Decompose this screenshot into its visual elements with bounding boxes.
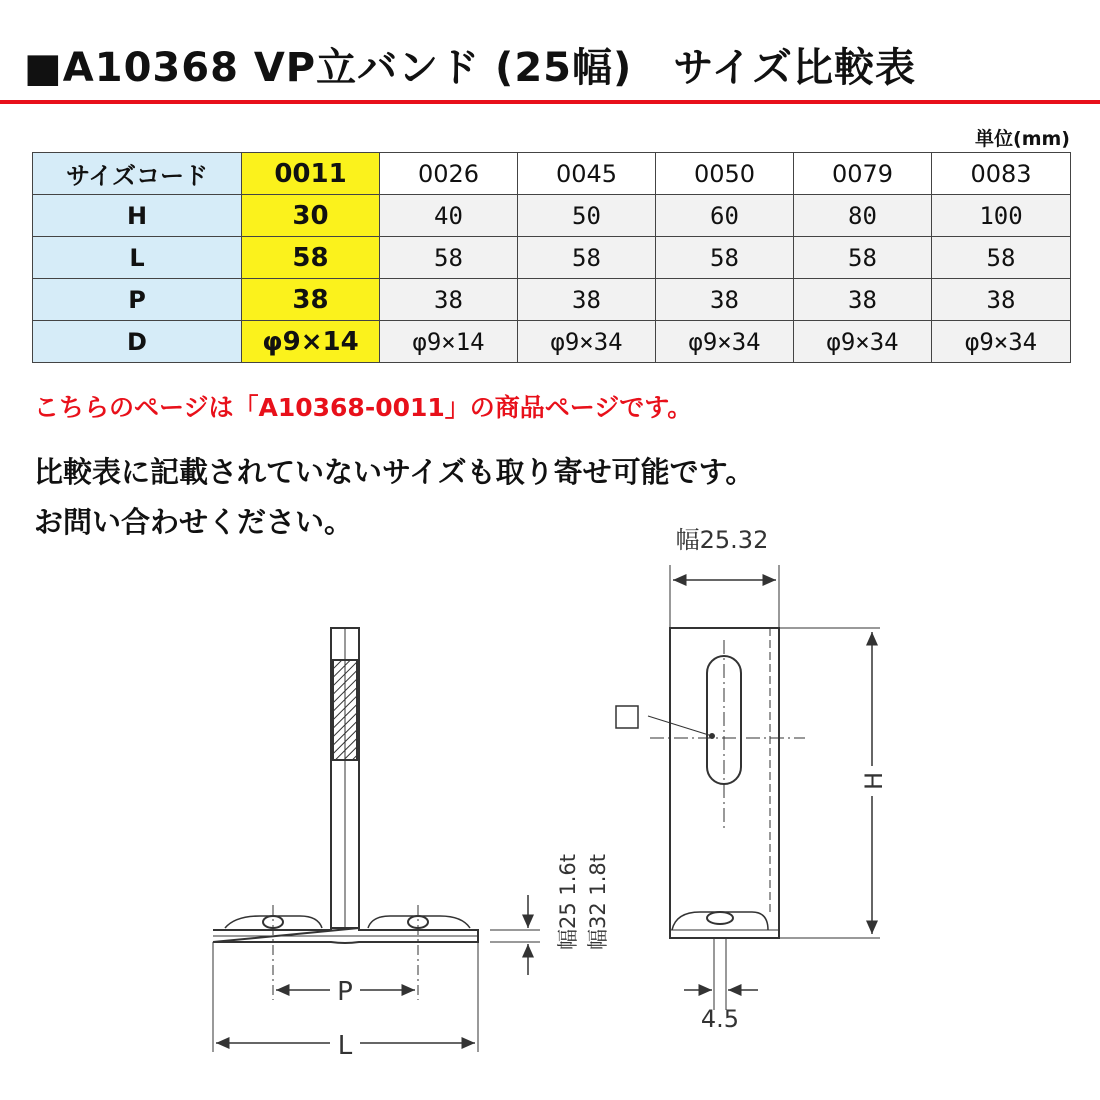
size-cell: φ9×34 (518, 321, 656, 363)
size-cell: 0083 (932, 153, 1071, 195)
dimension-p-label: P (337, 977, 353, 1007)
width-dimension-label: 幅25.32 (675, 526, 769, 554)
product-page-notice: こちらのページは「A10368-0011」の商品ページです。 (34, 393, 693, 422)
thickness-label-32: 幅32 1.8t (586, 853, 610, 950)
size-cell: 0079 (794, 153, 932, 195)
size-cell: 58 (794, 237, 932, 279)
row-header: H (33, 195, 242, 237)
order-note-line1: 比較表に記載されていないサイズも取り寄せ可能です。 (34, 455, 755, 489)
size-cell: 50 (518, 195, 656, 237)
size-cell: φ9×34 (656, 321, 794, 363)
size-cell: 38 (932, 279, 1071, 321)
dimension-h-label: H (860, 771, 888, 791)
size-cell: φ9×34 (794, 321, 932, 363)
side-view (648, 565, 880, 1010)
page-title: ■A10368 VP立バンド (25幅) サイズ比較表 (24, 45, 917, 91)
size-cell: 0026 (380, 153, 518, 195)
size-cell: 100 (932, 195, 1071, 237)
thickness-label-25: 幅25 1.6t (556, 853, 580, 950)
row-header: D (33, 321, 242, 363)
hatched-section (333, 660, 357, 760)
size-cell: 38 (656, 279, 794, 321)
size-cell: 58 (518, 237, 656, 279)
size-cell: φ9×14 (380, 321, 518, 363)
size-cell: 58 (932, 237, 1071, 279)
size-cell: 0045 (518, 153, 656, 195)
row-header: P (33, 279, 242, 321)
selected-size-cell: φ9×14 (242, 321, 380, 363)
unit-label: 単位(mm) (975, 128, 1070, 150)
size-cell: 38 (380, 279, 518, 321)
size-cell: 58 (380, 237, 518, 279)
front-view (213, 628, 540, 1052)
size-cell: 40 (380, 195, 518, 237)
size-cell: 60 (656, 195, 794, 237)
size-cell: 80 (794, 195, 932, 237)
selected-size-cell: 0011 (242, 153, 380, 195)
size-cell: φ9×34 (932, 321, 1071, 363)
size-cell: 58 (656, 237, 794, 279)
size-cell: 0050 (656, 153, 794, 195)
dimension-l-label: L (337, 1031, 353, 1061)
row-header: L (33, 237, 242, 279)
size-cell: 38 (794, 279, 932, 321)
selected-size-cell: 30 (242, 195, 380, 237)
square-marker-icon (616, 706, 638, 728)
size-cell: 38 (518, 279, 656, 321)
selected-size-cell: 38 (242, 279, 380, 321)
selected-size-cell: 58 (242, 237, 380, 279)
order-note-line2: お問い合わせください。 (34, 505, 354, 539)
dimension-45-label: 4.5 (700, 1005, 740, 1033)
row-header: サイズコード (33, 153, 242, 195)
